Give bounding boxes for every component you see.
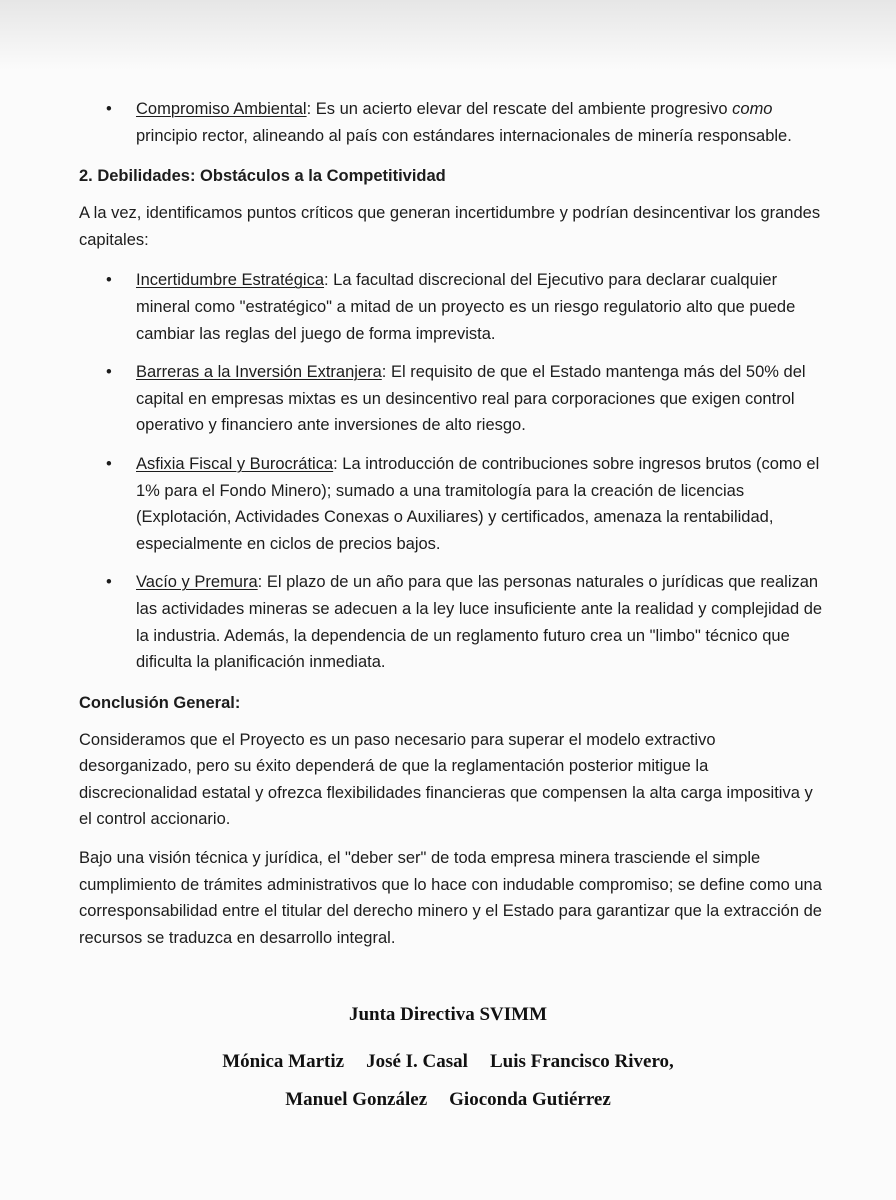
weakness-bullet-list (79, 267, 824, 675)
signatory-name: Mónica Martiz (222, 1051, 345, 1072)
signature-title (0, 1004, 896, 1026)
bullet-title: Asfixia Fiscal y Burocrática (136, 454, 334, 473)
signatory-name: Gioconda Gutiérrez (449, 1089, 611, 1110)
section-intro-paragraph: A la vez, identificamos puntos críticos que generan incertidumbre y podrían desincentivar los grandes capitales: (79, 204, 821, 249)
bullet-paragraph (136, 96, 824, 149)
signatory-name: Manuel González (285, 1089, 428, 1110)
signature-row-2 (0, 1089, 896, 1111)
bullet-icon: • (106, 454, 112, 473)
signatory-name: Luis Francisco Rivero, (489, 1051, 674, 1072)
conclusion-paragraph-1: Consideramos que el Proyecto es un paso necesario para superar el modelo extractivo desorganizado, pero su éxito dependerá de que la reglamentación posterior mitigue la discrecionalidad estatal y ofrezca flexibilidades financieras que compensen la alta carga impositiva y el control accionario. (79, 730, 813, 829)
bullet-paragraph (136, 451, 824, 557)
conclusion-paragraph-2: Bajo una visión técnica y jurídica, el "deber ser" de toda empresa minera trasciende el simple cumplimiento de trámites administrativos que lo hace con indudable compromiso; se define como una corresponsabilidad entre el titular del derecho minero y el Estado para garantizar que la extracción de recursos se traduzca en desarrollo integral. (79, 849, 822, 947)
bullet-icon: • (106, 363, 112, 382)
board-title: Junta Directiva SVIMM (348, 1004, 548, 1025)
signatory-name: José I. Casal (366, 1051, 468, 1072)
list-item (79, 451, 824, 557)
bullet-icon: • (106, 271, 112, 290)
list-item (79, 267, 824, 347)
bullet-title: Incertidumbre Estratégica (136, 271, 325, 290)
signature-row-1 (0, 1051, 896, 1073)
section-heading-debilidades: 2. Debilidades: Obstáculos a la Competitividad (79, 167, 446, 186)
list-item (79, 96, 824, 149)
bullet-paragraph (136, 359, 824, 439)
bullet-paragraph (136, 569, 824, 675)
list-item (79, 569, 824, 675)
bullet-icon: • (106, 573, 112, 592)
page-top-shadow (0, 0, 896, 70)
bullet-text: : La introducción de contribuciones sobre ingresos brutos (como el 1% para el Fondo Minero); sumado a una tramitología para la creación de licencias (Explotación, Actividades Conexas o Auxiliares) y certificados, amenaza la rentabilidad, especialmente en ciclos de precios bajos. (136, 454, 820, 553)
bullet-text: : La facultad discrecional del Ejecutivo para declarar cualquier mineral como "estratégico" a mitad de un proyecto es un riesgo regulatorio alto que puede cambiar las reglas del juego de forma imprevista. (136, 271, 796, 343)
bullet-text: : El plazo de un año para que las personas naturales o jurídicas que realizan las actividades mineras se adecuen a la ley luce insuficiente ante la realidad y complejidad de la industria. Además, la dependencia de un reglamento futuro crea un "limbo" técnico que dificulta la planificación inmediata. (136, 573, 823, 672)
bullet-text-continued: principio rector, alineando al país con estándares internacionales de minería responsable. (136, 126, 792, 145)
bullet-title: Barreras a la Inversión Extranjera (136, 363, 382, 382)
conclusion-heading: Conclusión General: (79, 693, 241, 712)
document-body (79, 96, 824, 963)
bullet-italic-word: como (732, 100, 773, 118)
bullet-title: Vacío y Premura (136, 573, 258, 592)
bullet-text: : El requisito de que el Estado mantenga más del 50% del capital en empresas mixtas es un desincentivo real para corporaciones que exigen control operativo y financiero ante inversiones de alto riesgo. (136, 363, 806, 435)
bullet-title: Compromiso Ambiental (136, 100, 307, 118)
list-item (79, 359, 824, 439)
bullet-paragraph (136, 267, 824, 347)
bullet-icon: • (106, 100, 112, 118)
bullet-text: : Es un acierto elevar del rescate del ambiente progresivo (306, 100, 733, 118)
intro-bullet-list (79, 96, 824, 149)
